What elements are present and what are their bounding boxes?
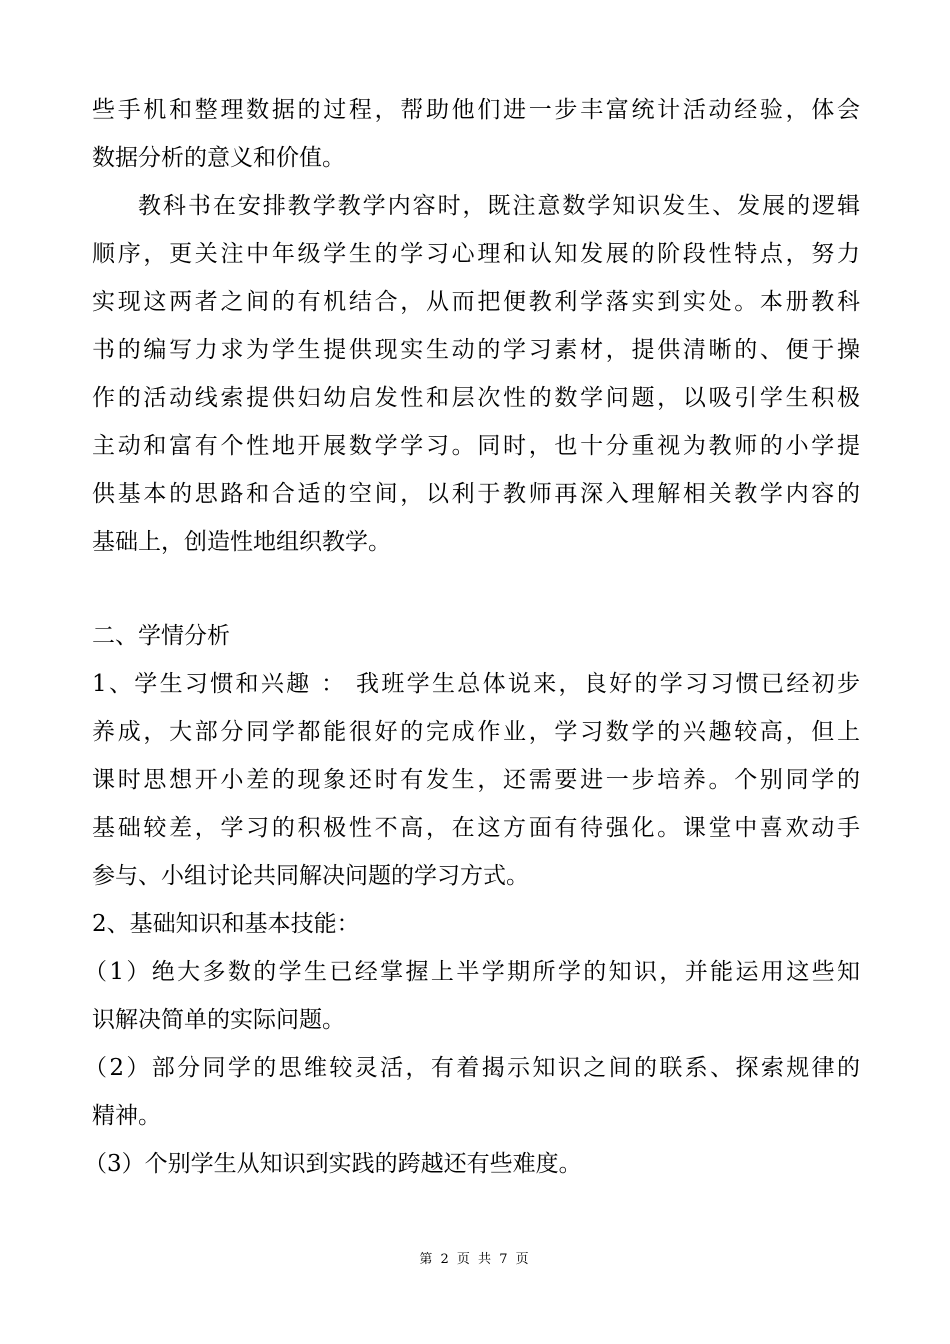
sub-item-2 [84, 1044, 860, 1140]
text-line: 数据分析的意义和价值。 [92, 145, 345, 171]
sub-item-3 [84, 1140, 860, 1188]
text-line: 实现这两者之间的有机结合，从而把便教利学落实到实处。本册教科 [92, 289, 860, 315]
text-line: 精神。 [92, 1103, 161, 1129]
text-line: （2）部分同学的思维较灵活，有着揭示知识之间的联系、探索规律的 [84, 1055, 860, 1081]
section-heading: 二、学情分析 [92, 623, 230, 649]
page-number-footer: 第 2 页 共 7 页 [419, 1252, 531, 1267]
text-line: 教科书在安排教学教学内容时，既注意数学知识发生、发展的逻辑 [138, 193, 860, 219]
text-line: 识解决简单的实际问题。 [92, 1007, 345, 1033]
paragraph-statistics [92, 86, 860, 182]
text-line: 参与、小组讨论共同解决问题的学习方式。 [92, 863, 529, 889]
text-line: 书的编写力求为学生提供现实生动的学习素材，提供清晰的、便于操 [92, 337, 860, 363]
text-line: 作的活动线索提供妇幼启发性和层次性的数学问题，以吸引学生积极 [92, 385, 860, 411]
text-line: 顺序，更关注中年级学生的学习心理和认知发展的阶段性特点，努力 [92, 241, 860, 267]
section-gap [92, 566, 860, 612]
text-line: 养成，大部分同学都能很好的完成作业，学习数学的兴趣较高，但上 [92, 719, 860, 745]
text-line: （1）绝大多数的学生已经掌握上半学期所学的知识，并能运用这些知 [84, 959, 860, 985]
text-line: 些手机和整理数据的过程，帮助他们进一步丰富统计活动经验，体会 [92, 97, 860, 123]
sub-item-1 [84, 948, 860, 1044]
item-habits-interests [92, 660, 860, 900]
text-line: 供基本的思路和合适的空间，以利于教师再深入理解相关教学内容的 [92, 481, 860, 507]
text-line: 主动和富有个性地开展数学学习。同时，也十分重视为教师的小学提 [92, 433, 860, 459]
text-line: 基础较差，学习的积极性不高，在这方面有待强化。课堂中喜欢动手 [92, 815, 860, 841]
text-line: 基础上，创造性地组织教学。 [92, 529, 391, 555]
document-body [84, 86, 860, 1188]
text-line: （3）个别学生从知识到实践的跨越还有些难度。 [84, 1151, 582, 1177]
text-line: 课时思想开小差的现象还时有发生，还需要进一步培养。个别同学的 [92, 767, 860, 793]
paragraph-textbook [92, 182, 860, 566]
item-heading-knowledge-skills: 2、基础知识和基本技能： [92, 911, 360, 937]
text-line: 1、学生习惯和兴趣 ： 我班学生总体说来，良好的学习习惯已经初步 [92, 671, 860, 697]
